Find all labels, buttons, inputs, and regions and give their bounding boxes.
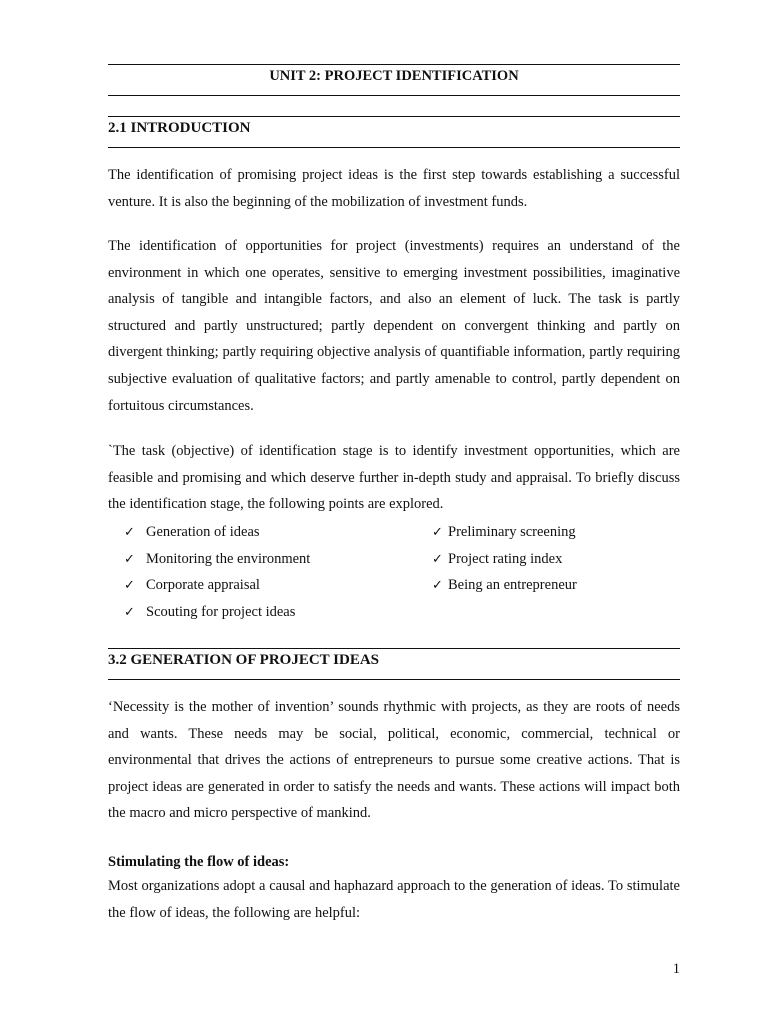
stimulating-ideas-subheading: Stimulating the flow of ideas: <box>108 854 290 870</box>
generation-paragraph: ‘Necessity is the mother of invention’ sounds rhythmic with projects, as they are roots of needs and wants. These needs may be social, political, economic, commercial, technical or environmental that drives the actions of entrepreneurs to pursue some creative actions. That is project ideas are generated in order to satisfy the needs and wants. These actions will impact both the macro and micro perspective of mankind. <box>108 699 680 822</box>
checkmark-icon: ✓ <box>432 551 443 567</box>
list-item: ✓ Monitoring the environment <box>124 546 310 573</box>
checkmark-icon: ✓ <box>124 605 135 621</box>
checkmark-icon: ✓ <box>124 551 135 567</box>
checkmark-icon: ✓ <box>124 525 135 540</box>
intro-paragraph-2: The identification of opportunities for project (investments) requires an understand of the environment in which one operates, sensitive to emerging investment possibilities, imaginative analysis of tangible and intangible factors, and also an element of luck. The task is partly structured and partly unstructured; partly dependent on convergent thinking and partly on divergent thinking; partly requiring objective analysis of quantifiable information, partly requiring subjective evaluation of qualitative factors; and partly amenable to control, partly dependent on fortuitous circumstances. <box>108 238 680 414</box>
list-item: ✓ Generation of ideas <box>124 519 310 546</box>
unit-title: UNIT 2: PROJECT IDENTIFICATION <box>269 68 519 84</box>
intro-heading-top-rule <box>108 116 680 117</box>
stimulating-ideas-paragraph: Most organizations adopt a causal and haphazard approach to the generation of ideas. To stimulate the flow of ideas, the following are helpful: <box>108 878 680 921</box>
list-item: ✓ Project rating index <box>432 546 577 573</box>
document-page <box>108 0 680 1024</box>
list-item: ✓ Being an entrepreneur <box>432 572 577 599</box>
title-top-rule <box>108 64 680 65</box>
title-bottom-rule <box>108 95 680 96</box>
intro-heading-bottom-rule <box>108 147 680 148</box>
intro-paragraph-1: The identification of promising project ideas is the first step towards establishing a successful venture. It is also the beginning of the mobilization of investment funds. <box>108 167 680 210</box>
checkmark-icon: ✓ <box>432 525 443 540</box>
intro-heading: 2.1 INTRODUCTION <box>108 120 251 136</box>
intro-paragraph-3: `The task (objective) of identification stage is to identify investment opportunities, which are feasible and promising and which deserve further in-depth study and appraisal. To briefly discuss the identification stage, the following points are explored. <box>108 443 680 513</box>
generation-heading: 3.2 GENERATION OF PROJECT IDEAS <box>108 652 380 668</box>
page-number: 1 <box>672 961 680 977</box>
list-item: ✓ Preliminary screening <box>432 519 577 546</box>
generation-heading-bottom-rule <box>108 679 680 680</box>
list-item: ✓ Scouting for project ideas <box>124 599 310 626</box>
checkmark-icon: ✓ <box>124 578 135 594</box>
generation-heading-top-rule <box>108 648 680 649</box>
bullet-column-left <box>124 519 310 626</box>
bullet-column-right <box>432 519 577 599</box>
list-item: ✓ Corporate appraisal <box>124 572 310 599</box>
checkmark-icon: ✓ <box>432 578 443 594</box>
